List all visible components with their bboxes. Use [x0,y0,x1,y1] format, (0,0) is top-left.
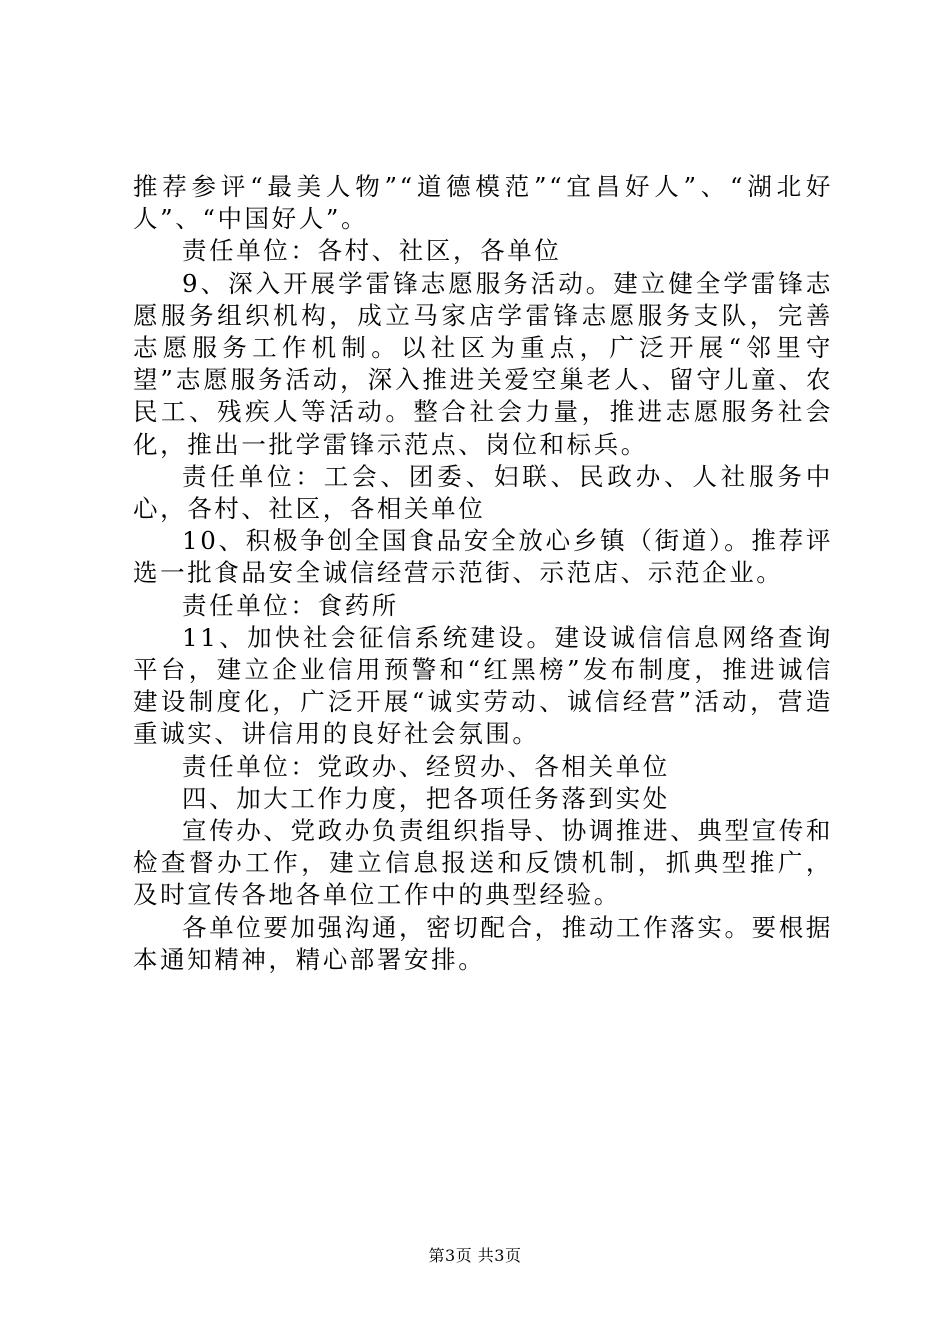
paragraph-item-9: 9、深入开展学雷锋志愿服务活动。建立健全学雷锋志愿服务组织机构，成立马家店学雷锋志愿服务支队，完善志愿服务工作机制。以社区为重点，广泛开展“邻里守望”志愿服务活动，深入推进关爱空巢老人、留守儿童、农民工、残疾人等活动。整合社会力量，推进志愿服务社会化，推出一批学雷锋示范点、岗位和标兵。 [133,268,833,459]
paragraph-supervision: 宣传办、党政办负责组织指导、协调推进、典型宣传和检查督办工作，建立信息报送和反馈机制，抓典型推广，及时宣传各地各单位工作中的典型经验。 [133,816,833,910]
paragraph-item-10: 10、积极争创全国食品安全放心乡镇（街道）。推荐评选一批食品安全诚信经营示范街、示范店、示范企业。 [133,526,833,588]
section-heading-4: 四、加大工作力度，把各项任务落到实处 [182,783,670,813]
paragraph-responsible-unit: 责任单位：工会、团委、妇联、民政办、人社服务中心，各村、社区，各相关单位 [133,461,833,524]
paragraph-responsible-unit: 责任单位：各村、社区，各单位 [182,236,562,266]
page-footer: 第3页 共3页 [428,1246,522,1265]
paragraph-continuation: 推荐参评“最美人物”“道德模范”“宜昌好人”、“湖北好人”、“中国好人”。 [133,172,833,234]
paragraph-closing: 各单位要加强沟通，密切配合，推动工作落实。要根据本通知精神，精心部署安排。 [133,912,833,974]
paragraph-item-11: 11、加快社会征信系统建设。建设诚信信息网络查询平台，建立企业信用预警和“红黑榜”发布制度，推进诚信建设制度化，广泛开展“诚实劳动、诚信经营”活动，营造重诚实、讲信用的良好社会氛围。 [133,622,833,749]
paragraph-responsible-unit: 责任单位：党政办、经贸办、各相关单位 [182,751,670,781]
document-body [133,171,833,976]
paragraph-responsible-unit: 责任单位：食药所 [182,590,399,620]
